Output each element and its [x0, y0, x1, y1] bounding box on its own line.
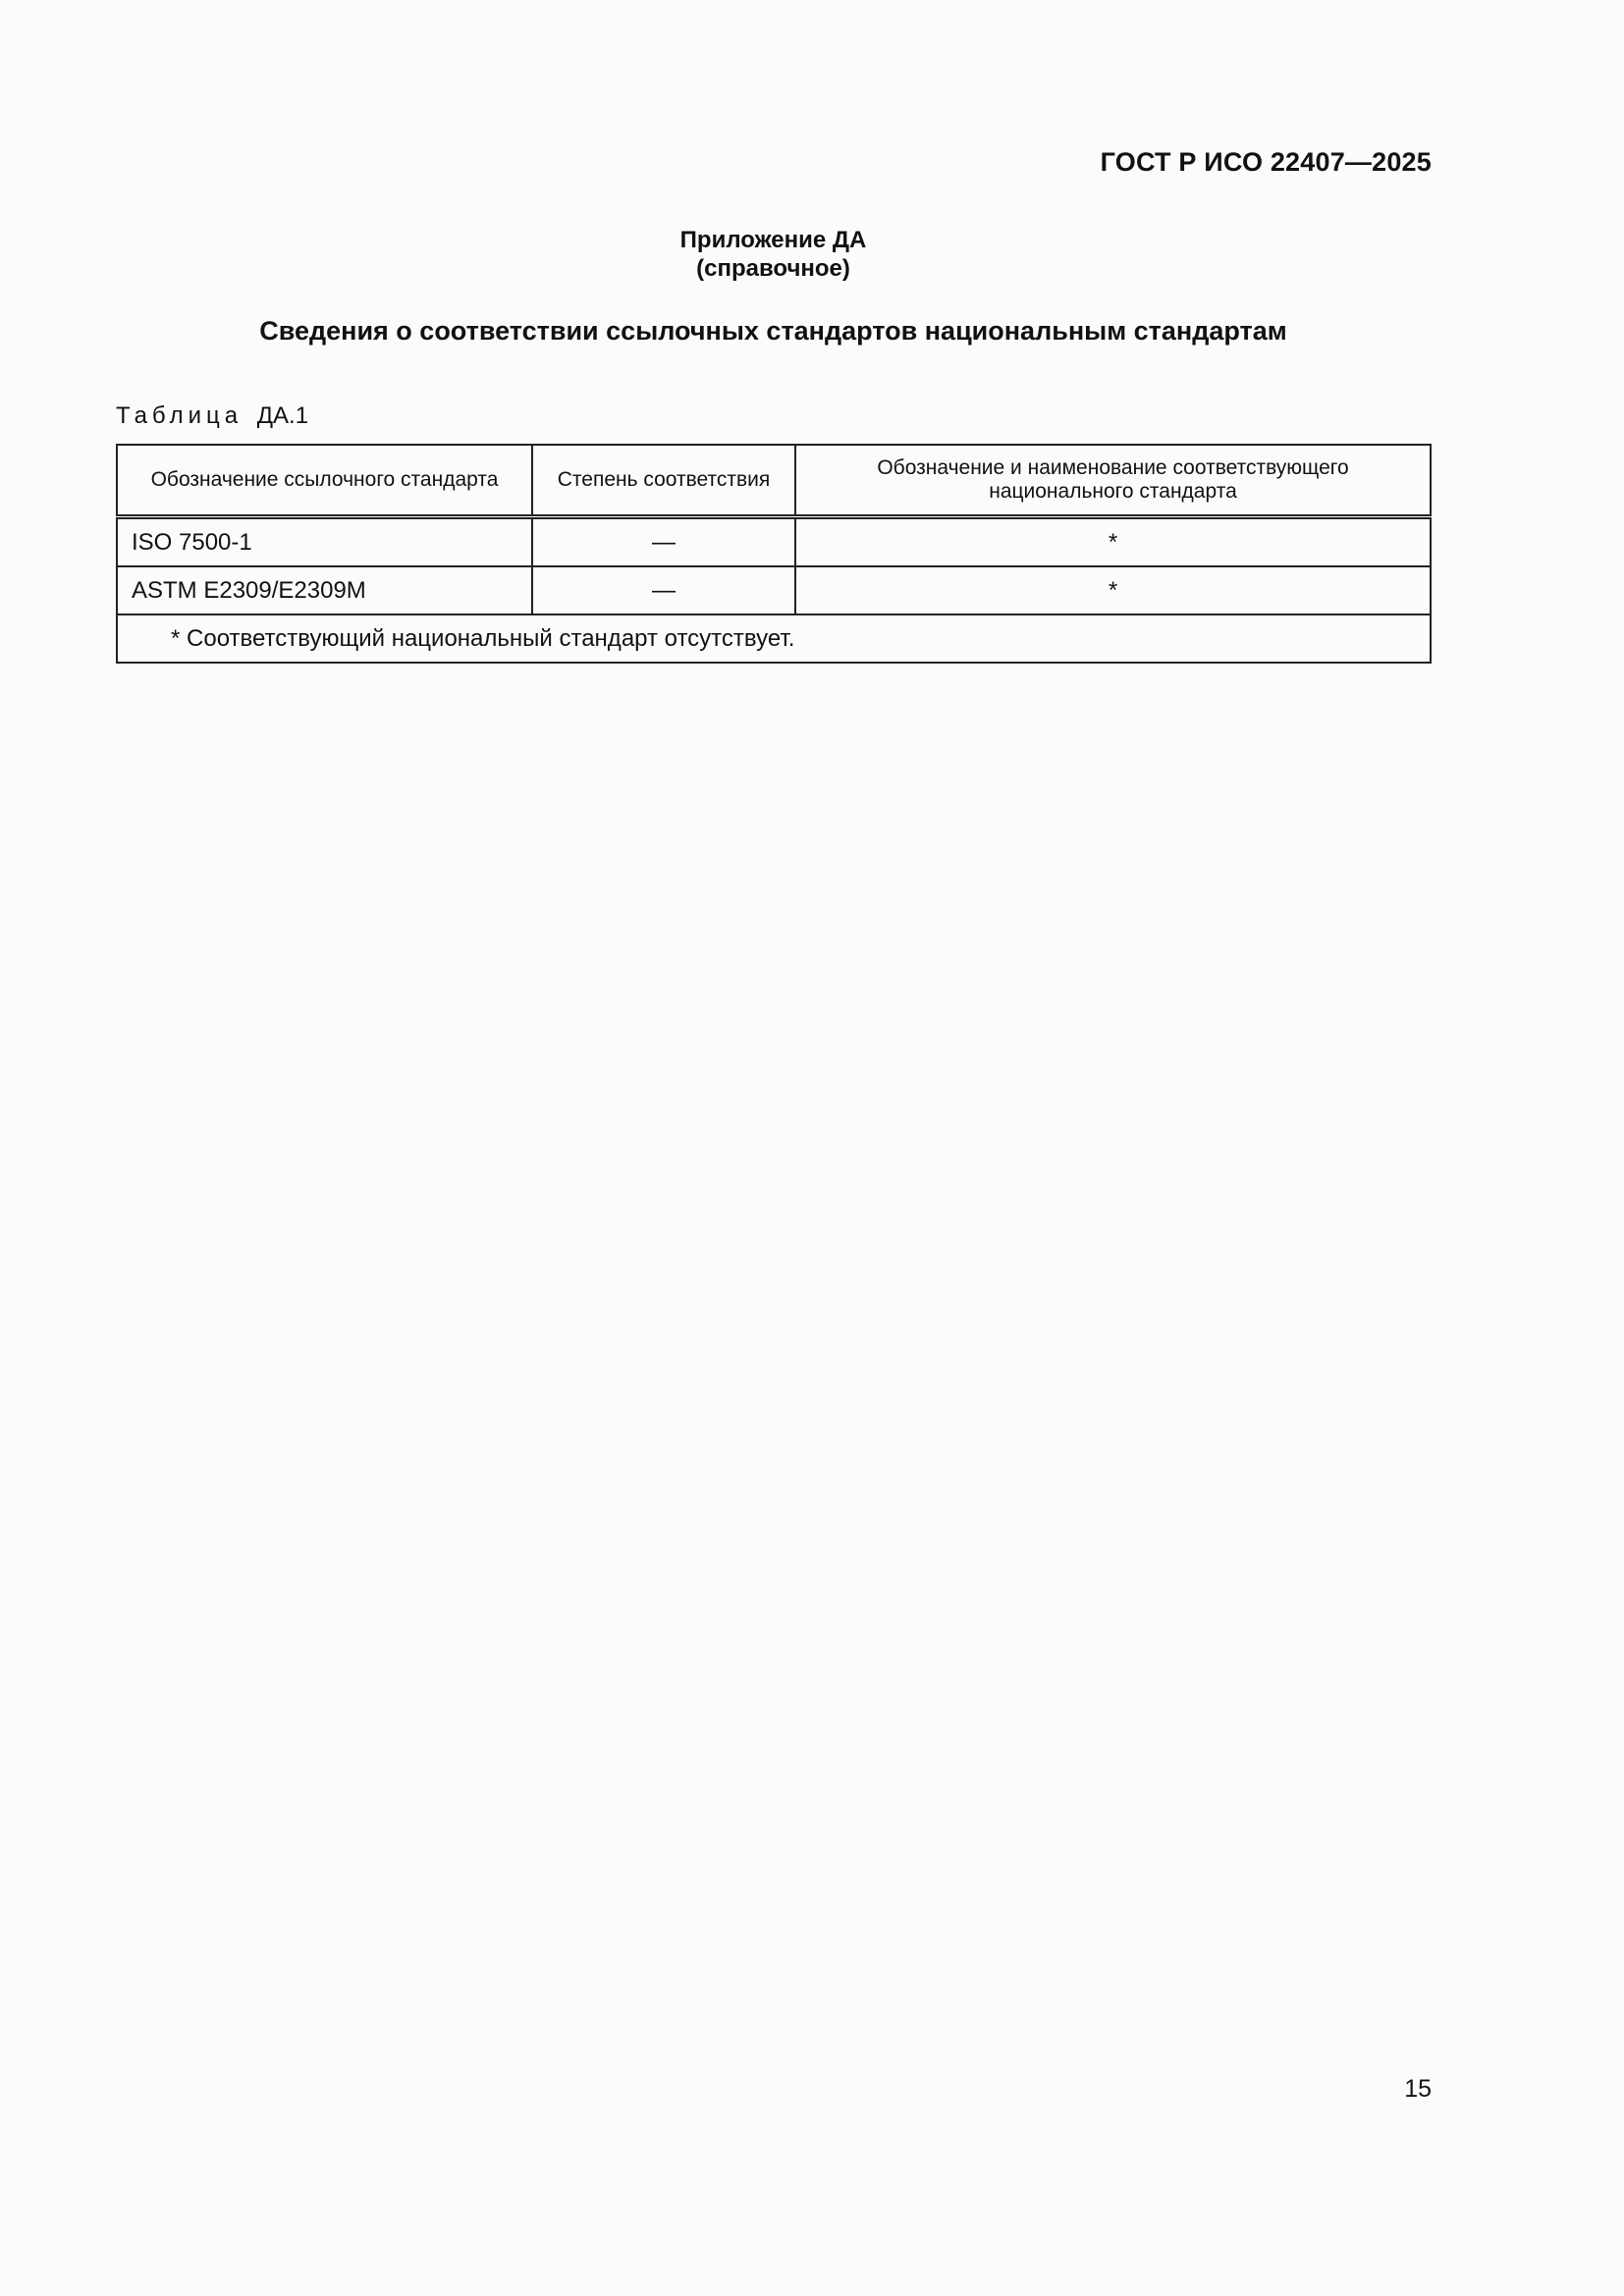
- annex-heading: [0, 226, 1546, 283]
- document-code: ГОСТ Р ИСО 22407—2025: [1100, 147, 1432, 177]
- table-row: [117, 517, 1431, 567]
- table-row: [117, 566, 1431, 614]
- reference-standards-table: [116, 444, 1432, 664]
- cell-degree: —: [532, 517, 795, 567]
- table-caption-label: Таблица: [116, 402, 244, 429]
- table-caption: [116, 402, 308, 430]
- section-title: Сведения о соответствии ссылочных стандартов национальным стандартам: [259, 316, 1287, 346]
- page-number: 15: [1404, 2075, 1432, 2103]
- cell-national-standard: *: [795, 566, 1431, 614]
- header-reference-standard: Обозначение ссылочного стандарта: [117, 445, 532, 517]
- table-caption-number: ДА.1: [256, 402, 309, 429]
- annex-subtitle: (справочное): [696, 255, 850, 282]
- table-header-row: [117, 445, 1431, 517]
- cell-reference-standard: ASTM E2309/E2309M: [117, 566, 532, 614]
- table-note-row: [117, 614, 1431, 663]
- table-note: * Соответствующий национальный стандарт отсутствует.: [117, 614, 1431, 663]
- cell-reference-standard: ISO 7500-1: [117, 517, 532, 567]
- header-national-standard: Обозначение и наименование соответствующего национального стандарта: [795, 445, 1431, 517]
- header-degree-of-correspondence: Степень соответствия: [532, 445, 795, 517]
- annex-title: Приложение ДА: [679, 227, 867, 253]
- cell-national-standard: *: [795, 517, 1431, 567]
- cell-degree: —: [532, 566, 795, 614]
